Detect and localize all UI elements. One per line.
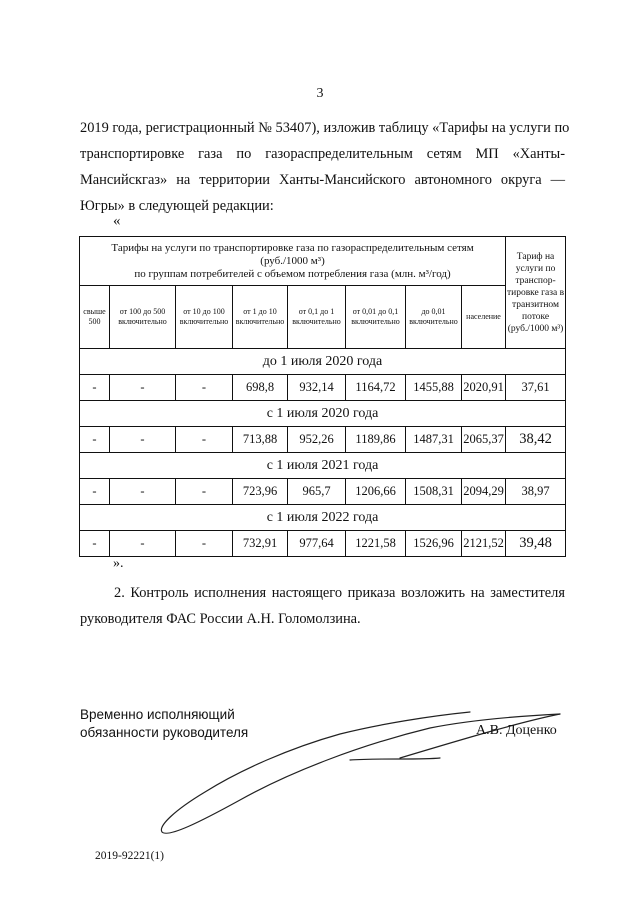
table-cell: - xyxy=(80,427,110,453)
table-cell: - xyxy=(176,427,233,453)
period-label: до 1 июля 2020 года xyxy=(80,349,566,375)
column-header: население xyxy=(462,286,506,349)
position-line: Временно исполняющий xyxy=(80,707,235,722)
table-cell: - xyxy=(176,375,233,401)
table-cell: 1455,88 xyxy=(406,375,462,401)
table-cell: 2020,91 xyxy=(462,375,506,401)
table-cell: 713,88 xyxy=(233,427,288,453)
signatory-position xyxy=(80,706,248,742)
table-cell: 2094,29 xyxy=(462,479,506,505)
table-cell: 1221,58 xyxy=(346,531,406,557)
column-header: от 0,01 до 0,1 включительно xyxy=(346,286,406,349)
table-cell: 2121,52 xyxy=(462,531,506,557)
column-header: от 1 до 10 включительно xyxy=(233,286,288,349)
table-cell: 1526,96 xyxy=(406,531,462,557)
table-cell: 1164,72 xyxy=(346,375,406,401)
table-cell: - xyxy=(176,531,233,557)
position-line: обязанности руководителя xyxy=(80,725,249,740)
page-number: 3 xyxy=(316,86,324,101)
table-cell: 698,8 xyxy=(233,375,288,401)
intro-line: 2019 года, регистрационный № 53407), изложив таблицу «Тарифы на услуги по xyxy=(80,120,570,136)
intro-line: Югры» в следующей редакции: xyxy=(80,198,274,214)
table-cell: 965,7 xyxy=(288,479,346,505)
table-cell: 723,96 xyxy=(233,479,288,505)
table-cell: 2065,37 xyxy=(462,427,506,453)
table-cell: - xyxy=(80,531,110,557)
table-cell: 38,97 xyxy=(506,479,566,505)
intro-line: Мансийскгаз» на территории Ханты-Мансийского автономного округа — xyxy=(80,172,565,188)
table-cell: - xyxy=(110,531,176,557)
column-header: от 10 до 100 включительно xyxy=(176,286,233,349)
closing-quote: ». xyxy=(113,556,124,571)
table-cell: 1508,31 xyxy=(406,479,462,505)
column-header: от 100 до 500 включительно xyxy=(110,286,176,349)
table-cell: - xyxy=(176,479,233,505)
intro-line: транспортировке газа по газораспределительным сетям МП «Ханты- xyxy=(80,146,565,162)
table-cell: 1206,66 xyxy=(346,479,406,505)
column-header: до 0,01 включительно xyxy=(406,286,462,349)
table-cell: 952,26 xyxy=(288,427,346,453)
document-number: 2019-92221(1) xyxy=(95,850,164,862)
table-cell: - xyxy=(80,375,110,401)
table-cell: 37,61 xyxy=(506,375,566,401)
point-2-line: руководителя ФАС России А.Н. Голомолзина. xyxy=(80,611,361,627)
header-line: Тарифы на услуги по транспортировке газа по газораспределительным сетям xyxy=(111,241,474,254)
table-cell: - xyxy=(110,479,176,505)
table-cell: 977,64 xyxy=(288,531,346,557)
header-line: по группам потребителей с объемом потребления газа (млн. м³/год) xyxy=(134,267,451,280)
table-cell: 39,48 xyxy=(506,531,566,557)
signatory-name: А.В. Доценко xyxy=(476,723,557,738)
table-cell: 1189,86 xyxy=(346,427,406,453)
period-label: с 1 июля 2021 года xyxy=(80,453,566,479)
table-cell: - xyxy=(80,479,110,505)
table-cell: - xyxy=(110,375,176,401)
table-cell: 1487,31 xyxy=(406,427,462,453)
column-header: от 0,1 до 1 включительно xyxy=(288,286,346,349)
opening-quote: « xyxy=(113,213,121,229)
table-cell: 38,42 xyxy=(506,427,566,453)
period-label: с 1 июля 2022 года xyxy=(80,505,566,531)
header-line: (руб./1000 м³) xyxy=(260,254,325,267)
table-cell: 732,91 xyxy=(233,531,288,557)
point-2-line: 2. Контроль исполнения настоящего приказа возложить на заместителя xyxy=(114,585,565,601)
column-header: свыше 500 xyxy=(80,286,110,349)
table-cell: 932,14 xyxy=(288,375,346,401)
transit-tariff-header: Тариф на услуги по транспор-тировке газа в транзитном потоке (руб./1000 м³) xyxy=(506,237,566,349)
period-label: с 1 июля 2020 года xyxy=(80,401,566,427)
table-cell: - xyxy=(110,427,176,453)
